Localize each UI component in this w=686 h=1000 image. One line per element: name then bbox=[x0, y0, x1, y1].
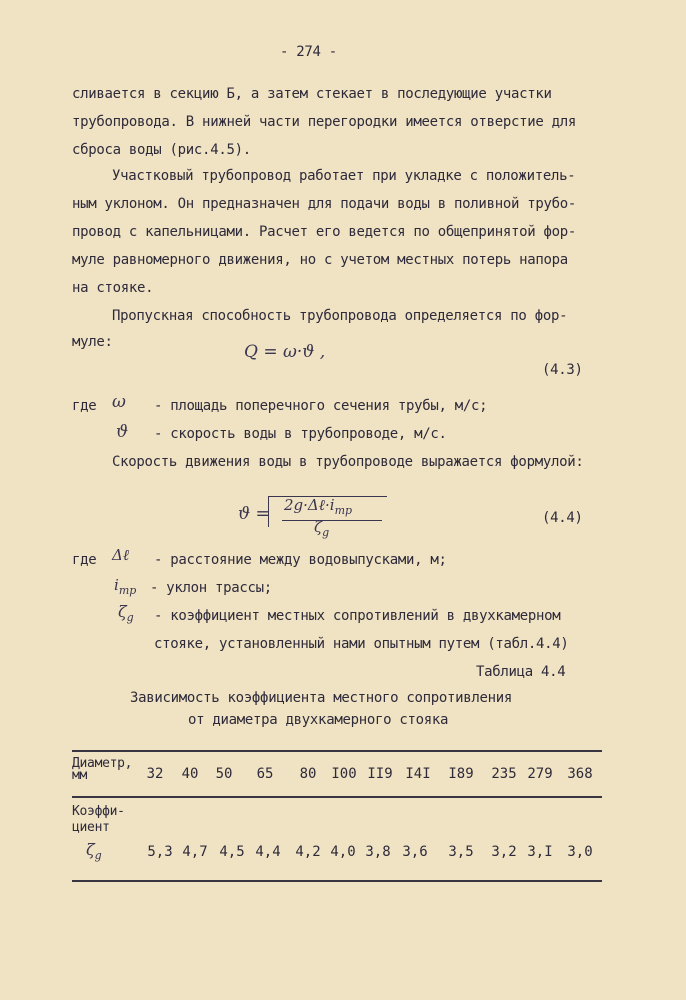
table-label: Таблица 4.4 bbox=[476, 664, 566, 680]
coefficient-cell: 3,6 bbox=[402, 844, 428, 860]
definition-line: - уклон трассы; bbox=[150, 580, 272, 596]
diameter-cell: 40 bbox=[181, 766, 199, 782]
diameter-cell: 235 bbox=[491, 766, 517, 782]
symbol-velocity: ϑ bbox=[116, 422, 129, 442]
definition-line: стояке, установленный нами опытным путем (табл.4.4) bbox=[154, 636, 569, 652]
coefficient-cell: 4,4 bbox=[255, 844, 281, 860]
row-header-unit: мм bbox=[72, 768, 88, 783]
diameter-cell: I89 bbox=[448, 766, 474, 782]
formula-numerator: $2g\cdot\Delta\ell\cdot i_{тр}$ bbox=[284, 496, 353, 517]
text-line: на стояке. bbox=[72, 280, 154, 296]
text-line: муле равномерного движения, но с учетом местных потерь напора bbox=[72, 252, 568, 268]
coefficient-cell: 4,7 bbox=[182, 844, 208, 860]
coefficient-cell: 4,0 bbox=[330, 844, 356, 860]
coefficient-cell: 3,0 bbox=[567, 844, 593, 860]
formula-number-4-3: (4.3) bbox=[542, 362, 583, 378]
definition-line: - коэффициент местных сопротивлений в двухкамерном bbox=[154, 608, 561, 624]
symbol-slope: $i_{тр}$ bbox=[114, 576, 137, 597]
table-mid-rule bbox=[72, 796, 602, 798]
coefficient-cell: 4,5 bbox=[219, 844, 245, 860]
formula-denominator: $\zeta_g$ bbox=[314, 518, 330, 539]
coefficient-cell: 3,8 bbox=[365, 844, 391, 860]
text-line: Пропускная способность трубопровода определяется по фор- bbox=[112, 308, 568, 324]
diameter-cell: 279 bbox=[527, 766, 553, 782]
diameter-cell: 80 bbox=[299, 766, 317, 782]
table-top-rule bbox=[72, 750, 602, 752]
text-line: Скорость движения воды в трубопроводе выражается формулой: bbox=[112, 454, 584, 470]
where-label: где bbox=[72, 398, 97, 414]
definition-line: - площадь поперечного сечения трубы, м/с; bbox=[154, 398, 488, 414]
row-header-coefficient-2: циент bbox=[72, 820, 110, 835]
page-number: - 274 - bbox=[280, 44, 337, 60]
diameter-cell: II9 bbox=[367, 766, 393, 782]
diameter-cell: 368 bbox=[567, 766, 593, 782]
diameter-cell: 65 bbox=[256, 766, 274, 782]
text-line: сливается в секцию Б, а затем стекает в последующие участки bbox=[72, 86, 552, 102]
coefficient-cell: 3,5 bbox=[448, 844, 474, 860]
text-line: провод с капельницами. Расчет его ведется по общепринятой фор- bbox=[72, 224, 576, 240]
coefficient-cell: 3,I bbox=[527, 844, 553, 860]
diameter-cell: I00 bbox=[331, 766, 357, 782]
row-header-diameter: Диаметр, bbox=[72, 756, 133, 771]
formula-lhs: ϑ = bbox=[238, 504, 270, 524]
definition-line: - скорость воды в трубопроводе, м/с. bbox=[154, 426, 447, 442]
text-line: Участковый трубопровод работает при укладке с положитель- bbox=[112, 168, 576, 184]
coefficient-cell: 5,3 bbox=[147, 844, 173, 860]
symbol-omega: ω bbox=[112, 392, 126, 412]
text-line: ным уклоном. Он предназначен для подачи воды в поливной трубо- bbox=[72, 196, 576, 212]
coefficient-symbol: $\zeta_g$ bbox=[86, 840, 102, 863]
table-title: от диаметра двухкамерного стояка bbox=[188, 712, 449, 728]
table-bottom-rule bbox=[72, 880, 602, 882]
symbol-zeta: $\zeta_g$ bbox=[118, 602, 134, 625]
coefficient-cell: 4,2 bbox=[295, 844, 321, 860]
formula-4-3: Q = ω·ϑ , bbox=[244, 342, 326, 362]
row-header-coefficient: Коэффи- bbox=[72, 804, 125, 819]
where-label: где bbox=[72, 552, 97, 568]
diameter-cell: 32 bbox=[146, 766, 164, 782]
text-line: сброса воды (рис.4.5). bbox=[72, 142, 251, 158]
diameter-cell: I4I bbox=[405, 766, 431, 782]
text-line: трубопровода. В нижней части перегородки имеется отверстие для bbox=[72, 114, 576, 130]
definition-line: - расстояние между водовыпусками, м; bbox=[154, 552, 447, 568]
fraction-line bbox=[282, 520, 382, 521]
formula-number-4-4: (4.4) bbox=[542, 510, 583, 526]
coefficient-cell: 3,2 bbox=[491, 844, 517, 860]
symbol-delta-l: Δℓ bbox=[112, 546, 130, 564]
text-line: муле: bbox=[72, 334, 113, 350]
diameter-cell: 50 bbox=[215, 766, 233, 782]
table-title: Зависимость коэффициента местного сопротивления bbox=[130, 690, 513, 706]
